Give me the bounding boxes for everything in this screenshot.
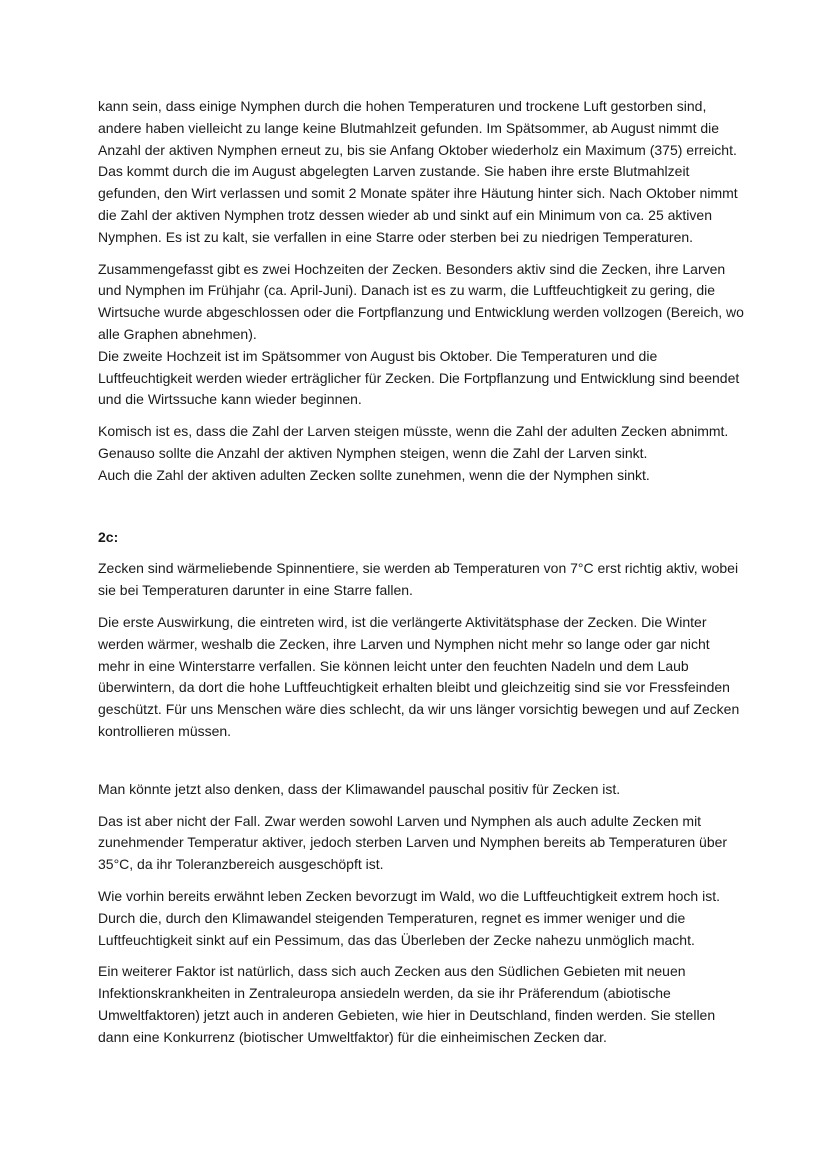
paragraph-nymphen-verlauf: kann sein, dass einige Nymphen durch die hohen Temperaturen und trockene Luft gestorben sind, andere haben vielleicht zu lange keine Blutmahlzeit gefunden. Im Spätsommer, ab August nimmt die Anzahl der aktiven Nymphen erneut zu, bis sie Anfang Oktober wiederholz ein Maximum (375) erreicht. Das kommt durch die im August abgelegten Larven zustande. Sie haben ihre erste Blutmahlzeit gefunden, den Wirt verlassen und somit 2 Monate später ihre Häutung hinter sich. Nach Oktober nimmt die Zahl der aktiven Nymphen trotz dessen wieder ab und sinkt auf ein Minimum von ca. 25 aktiven Nymphen. Es ist zu kalt, sie verfallen in eine Starre oder sterben bei zu niedrigen Temperaturen. — [98, 98, 738, 245]
paragraph-komisch-larven: Komisch ist es, dass die Zahl der Larven steigen müsste, wenn die Zahl der adulten Zecken abnimmt. — [98, 423, 729, 440]
paragraph-luftfeuchtigkeit: Wie vorhin bereits erwähnt leben Zecken bevorzugt im Wald, wo die Luftfeuchtigkeit extrem hoch ist. Durch die, durch den Klimawandel steigenden Temperaturen, regnet es immer weniger und die Luftfeuchtigkeit sinkt auf ein Pessimum, das das Überleben der Zecke nahezu unmöglich macht. — [98, 887, 720, 948]
document-page — [98, 96, 744, 1048]
paragraph-zusammenfassung: Zusammengefasst gibt es zwei Hochzeiten der Zecken. Besonders aktiv sind die Zecken, ihre Larven und Nymphen im Frühjahr (ca. April-Juni). Danach ist es zu warm, die Luftfeuchtigkeit zu gering, die Wirtsuche wurde abgeschlossen oder die Fortpflanzung und Entwicklung werden vollzogen (Bereich, wo alle Graphen abnehmen). — [98, 260, 744, 342]
paragraph-erste-auswirkung: Die erste Auswirkung, die eintreten wird, ist die verlängerte Aktivitätsphase der Zecken. Die Winter werden wärmer, weshalb die Zecken, ihre Larven und Nymphen nicht mehr so lange oder gar nicht mehr in eine Winterstarre verfallen. Sie können leicht unter den feuchten Nadeln und dem Laub überwintern, da dort die hohe Luftfeuchtigkeit erhalten bleibt und gleichzeitig sind sie vor Fressfeinden geschützt. Für uns Menschen wäre dies schlecht, da wir uns länger vorsichtig bewegen und auf Zecken kontrollieren müssen. — [98, 613, 740, 739]
paragraph-weiterer-faktor: Ein weiterer Faktor ist natürlich, dass sich auch Zecken aus den Südlichen Gebieten mit neuen Infektionskrankheiten in Zentraleuropa ansiedeln werden, da sie ihr Präferendum (abiotische Umweltfaktoren) jetzt auch in anderen Gebieten, wie hier in Deutschland, finden werden. Sie stellen dann eine Konkurrenz (biotischer Umweltfaktor) für die einheimischen Zecken dar. — [98, 963, 716, 1045]
section-heading-2c: 2c: — [98, 528, 119, 545]
paragraph-waermeliebend: Zecken sind wärmeliebende Spinnentiere, sie werden ab Temperaturen von 7°C erst richtig aktiv, wobei sie bei Temperaturen darunter in eine Starre fallen. — [98, 560, 739, 599]
paragraph-zweite-hochzeit: Die zweite Hochzeit ist im Spätsommer von August bis Oktober. Die Temperaturen und die Luftfeuchtigkeit werden wieder erträglicher für Zecken. Die Fortpflanzung und Entwicklung sind beendet und die Wirtssuche kann wieder beginnen. — [98, 347, 740, 408]
paragraph-nicht-der-fall: Das ist aber nicht der Fall. Zwar werden sowohl Larven und Nymphen als auch adulte Zecken mit zunehmender Temperatur aktiver, jedoch sterben Larven und Nymphen bereits ab Temperaturen über 35°C, da ihr Toleranzbereich ausgeschöpft ist. — [98, 812, 728, 873]
paragraph-klimawandel-positiv: Man könnte jetzt also denken, dass der Klimawandel pauschal positiv für Zecken ist. — [98, 780, 621, 797]
paragraph-komisch-adulte: Auch die Zahl der aktiven adulten Zecken sollte zunehmen, wenn die der Nymphen sinkt. — [98, 466, 650, 483]
paragraph-komisch-nymphen: Genauso sollte die Anzahl der aktiven Nymphen steigen, wenn die Zahl der Larven sinkt. — [98, 444, 648, 461]
